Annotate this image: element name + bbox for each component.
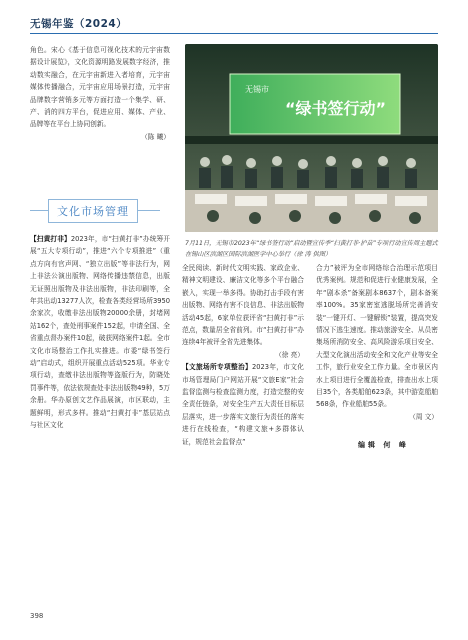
col3-signature: （周 文） xyxy=(409,412,438,421)
section-title: 文化市场管理 xyxy=(48,199,138,223)
article-body-anti-porn: 2023年，市“扫黄打非”办统筹开展“五大专项行动”，推进“六个专项推进”（重点方向有官声网、“独立出版”等非法行为，网上非法公演出版物、网络传播违禁信息，出版无证照出版物及非法出版物，非法印刷等，全年共出动13277人次，检查各类经营场所3950余家次，收缴非法出版物20000余册，封堵网站162个，查处刑事案件152起，申请全国、全省重点督办案件10起，破获网络案件1起。全市文化市场整治工作扎实推进。市委“绿书签行动”启动式，组织开展重点活动525项。华业专项行动，查缴非法出版物等盗版行为，防晓处罚事件等，依法依规查处非法出版物49种，5万余册。华办原创文艺作品展演，市区联动，主题鲜明，形式多样。推动“扫黄打非”基层站点与社区文化 xyxy=(30,235,170,430)
screen-title: “绿书签行动” xyxy=(285,99,387,118)
col3-block xyxy=(316,262,438,423)
article-body-venue-rectification: 2023年，市文化市场管理局门户网站开展“文旅E家”社会监督监测与检查监测力度，打造完整的安全责任链条，对安全生产五大责任目标层层落实，进一步落实文旅行为责任的落实进行在线检查，“构建文旅+多群体认证，规范社会监督点” xyxy=(182,363,304,446)
col1-top-block xyxy=(30,44,170,143)
col2-block xyxy=(182,262,304,448)
photo-caption: 7月11日，无锡市2023年“绿书签行动”启动暨宣传季“扫黄打非·护苗”专项行动宣传周主题式在锡山区滨湖区国际滨湖医学中心举行（徐 涛 供图） xyxy=(185,240,438,258)
col2-paragraph-1: 全民阅读、新时代文明实践、家政企业、精神文明建设、廉洁文化等多个平台融合嵌入，实现一举多得。协助打击手段有害出版物、网络有害不良信息、非法出版物活动45起，6家单位获评省“扫黄打非”示范点，数量居全省前列。市“扫黄打非”办连续4年被评全省先进集体。 xyxy=(182,264,304,347)
page-number: 398 xyxy=(30,612,44,620)
screen-brand: 无锡市 xyxy=(245,85,269,94)
col3-paragraph: 合力”被评为全市网络综合治理示范项目优秀案例。规范和促进行业健康发展，全年“剧本杀”备案剧本8637个，剧本备案率100%。35家密室逃脱场所完善消安装“一键开灯、一键解锁”装置，提高突发情况下逃生速度。推动旅游安全、从员密集场所消防安全、高风险游乐项目安全、大型文化演出活动安全和文化产业等安全工作，旅行业安全工作力量。全市景区内水上项目进行全覆盖检查，排查出水上项目35个，各类船舶623条，其中游览船舶568条，作业船舶55条。 xyxy=(316,264,438,409)
col2-signature: （徐 亮） xyxy=(275,350,304,359)
header-rule xyxy=(30,33,438,34)
event-photo-image xyxy=(185,44,438,232)
editor-credit: 编辑 何 峰 xyxy=(358,441,409,449)
running-head: 无锡年鉴（2024） xyxy=(30,18,128,30)
article-head-venue-rectification: 【文旅场所专项整治】 xyxy=(182,363,252,372)
event-photo xyxy=(185,44,438,232)
col1-bottom-block xyxy=(30,233,170,432)
article-head-anti-porn: 【扫黄打非】 xyxy=(30,235,71,243)
col1-top-signature: （陈 曦） xyxy=(141,132,170,141)
section-heading xyxy=(30,197,160,225)
col1-top-paragraph: 角色。宋心《基于信息可视化技术的元宇宙数据设计展览》，文化资源明路发展数字经济，推动数实融合，在元宇宙新进入者培育，元宇宙媒体传播融合，元宇宙应用场景打造，元宇宙品牌数字营销多元等方面打造一个集学、研、产、消的四方平台，促进应用、媒体、产业、品牌等在平台上协同创新。 xyxy=(30,46,170,129)
